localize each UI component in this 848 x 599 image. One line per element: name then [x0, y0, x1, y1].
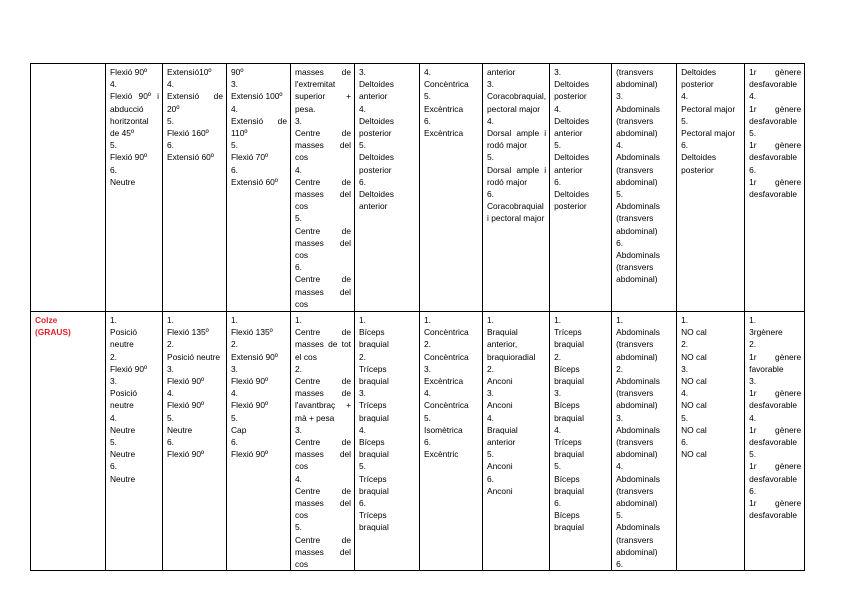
table-cell: 1. Flexió 135º 2. Posició neutre 3. Flexió 90º 4. Flexió 90º 5. Neutre 6. Flexió 90º: [163, 312, 227, 571]
table-cell: Flexió 90º 4. Flexió 90º i abducció horitzontal de 45º 5. Flexió 90º 6. Neutre: [106, 64, 163, 312]
table-cell: 3. Deltoides anterior 4. Deltoides posterior 5. Deltoides posterior 6. Deltoides anterior: [355, 64, 420, 312]
table-cell: masses de l'extremitat superior + pesa. 3. Centre de masses del cos 4. Centre de masses del cos 5. Centre de masses del cos 6. Centre de masses del cos: [291, 64, 355, 312]
table-cell: (transvers abdominal) 3. Abdominals (transvers abdominal) 4. Abdominals (transvers abdominal) 5. Abdominals (transvers abdominal) 6. Abdominals (transvers abdominal): [612, 64, 677, 312]
table-cell: 1. Braquial anterior, braquioradial 2. Anconi 3. Anconi 4. Braquial anterior 5. Anconi 6. Anconi: [483, 312, 550, 571]
table-row: [31, 64, 805, 312]
table-cell: 4. Concèntrica 5. Excèntrica 6. Excèntrica: [420, 64, 483, 312]
table-cell: 1r gènere desfavorable 4. 1r gènere desfavorable 5. 1r gènere desfavorable 6. 1r gènere desfavorable: [745, 64, 805, 312]
table-cell: Deltoides posterior 4. Pectoral major 5. Pectoral major 6. Deltoides posterior: [677, 64, 745, 312]
table-cell: 90º 3. Extensió 100º 4. Extensió de 110º 5. Flexió 70º 6. Extensió 60º: [227, 64, 291, 312]
row-label: Colze (GRAUS): [31, 312, 106, 571]
table-cell: 1. Abdominals (transvers abdominal) 2. Abdominals (transvers abdominal) 3. Abdominals (transvers abdominal) 4. Abdominals (transvers abdominal) 5. Abdominals (transvers abdominal) 6.: [612, 312, 677, 571]
table-cell: Extensió10º 4. Extensió de 20º 5. Flexió 160º 6. Extensió 60º: [163, 64, 227, 312]
table-cell: 3. Deltoides posterior 4. Deltoides anterior 5. Deltoides anterior 6. Deltoides posterior: [550, 64, 612, 312]
table-cell: 1. Flexió 135º 2. Extensió 90º 3. Flexió 90º 4. Flexió 90º 5. Cap 6. Flexió 90º: [227, 312, 291, 571]
table-cell: anterior 3. Coracobraquial, pectoral major 4. Dorsal ample i rodó major 5. Dorsal ample i rodó major 6. Coracobraquial i pectoral major: [483, 64, 550, 312]
table-cell: 1. Tríceps braquial 2. Bíceps braquial 3. Bíceps braquial 4. Tríceps braquial 5. Bíceps braquial 6. Bíceps braquial: [550, 312, 612, 571]
data-table: [30, 63, 805, 571]
table-row: [31, 312, 805, 571]
row-label: [31, 64, 106, 312]
table-cell: 1. Centre de masses de tot el cos 2. Centre de masses de l'avantbraç + mà + pesa 3. Centre de masses del cos 4. Centre de masses del cos 5. Centre de masses del cos: [291, 312, 355, 571]
table-cell: 1. Bíceps braquial 2. Tríceps braquial 3. Tríceps braquial 4. Bíceps braquial 5. Tríceps braquial 6. Tríceps braquial: [355, 312, 420, 571]
table-cell: 1. 3rgènere 2. 1r gènere favorable 3. 1r gènere desfavorable 4. 1r gènere desfavorable 5. 1r gènere desfavorable 6. 1r gènere desfavorable: [745, 312, 805, 571]
table-cell: 1. Concèntrica 2. Concèntrica 3. Excèntrica 4. Concèntrica 5. Isomètrica 6. Excèntric: [420, 312, 483, 571]
table-cell: 1. Posició neutre 2. Flexió 90º 3. Posició neutre 4. Neutre 5. Neutre 6. Neutre: [106, 312, 163, 571]
table-cell: 1. NO cal 2. NO cal 3. NO cal 4. NO cal 5. NO cal 6. NO cal: [677, 312, 745, 571]
